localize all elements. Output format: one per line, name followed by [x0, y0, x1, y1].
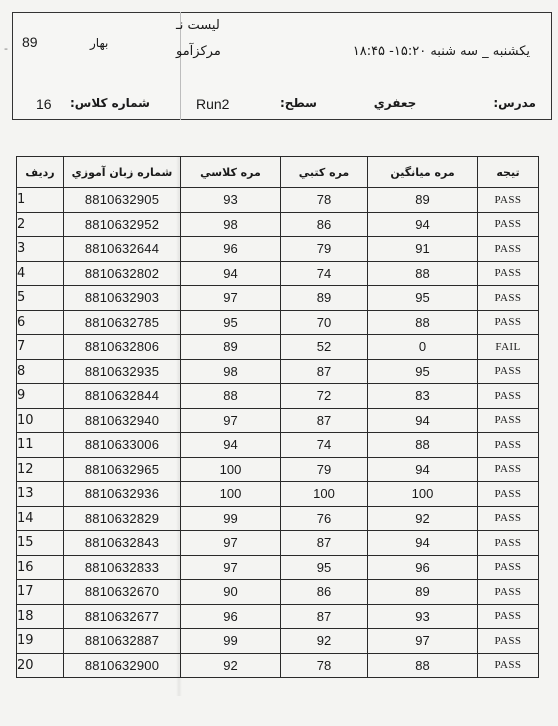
result-cell: PASS	[478, 506, 539, 531]
student-id-cell: 8810632644	[64, 237, 181, 262]
row-number-cell: 20	[17, 653, 64, 678]
student-id-cell: 8810632670	[64, 580, 181, 605]
average-score-cell: 0	[368, 335, 478, 360]
row-number-cell: 4	[17, 261, 64, 286]
average-score-cell: 88	[368, 433, 478, 458]
header-center: مرکزآمو	[176, 44, 221, 59]
row-number-cell: 12	[17, 457, 64, 482]
row-number-cell: 15	[17, 531, 64, 556]
class-score-cell: 90	[181, 580, 281, 605]
class-score-cell: 100	[181, 482, 281, 507]
row-number-cell: 5	[17, 286, 64, 311]
margin-dash: -	[4, 42, 8, 55]
average-score-cell: 100	[368, 482, 478, 507]
result-cell: PASS	[478, 629, 539, 654]
written-score-cell: 86	[281, 580, 368, 605]
student-id-cell: 8810632935	[64, 359, 181, 384]
class-score-cell: 97	[181, 408, 281, 433]
written-score-cell: 72	[281, 384, 368, 409]
written-score-cell: 89	[281, 286, 368, 311]
student-id-cell: 8810632952	[64, 212, 181, 237]
class-score-cell: 97	[181, 286, 281, 311]
table-row	[17, 286, 539, 311]
table-row	[17, 457, 539, 482]
result-cell: PASS	[478, 212, 539, 237]
student-id-cell: 8810632940	[64, 408, 181, 433]
written-score-cell: 87	[281, 408, 368, 433]
student-id-cell: 8810632887	[64, 629, 181, 654]
table-row	[17, 433, 539, 458]
average-score-cell: 94	[368, 408, 478, 433]
row-number-cell: 19	[17, 629, 64, 654]
teacher-label: مدرس:	[493, 96, 536, 110]
row-number-cell: 9	[17, 384, 64, 409]
class-score-cell: 98	[181, 359, 281, 384]
class-score-cell: 98	[181, 212, 281, 237]
average-score-cell: 93	[368, 604, 478, 629]
class-score-cell: 99	[181, 506, 281, 531]
class-score-cell: 97	[181, 531, 281, 556]
teacher-name: جعفري	[373, 96, 417, 110]
result-cell: PASS	[478, 604, 539, 629]
average-score-cell: 97	[368, 629, 478, 654]
average-score-cell: 92	[368, 506, 478, 531]
result-cell: PASS	[478, 433, 539, 458]
row-number-cell: 17	[17, 580, 64, 605]
row-number-cell: 13	[17, 482, 64, 507]
student-id-cell: 8810632677	[64, 604, 181, 629]
header-count: 89	[22, 34, 38, 50]
result-cell: PASS	[478, 482, 539, 507]
student-id-cell: 8810632802	[64, 261, 181, 286]
row-number-cell: 18	[17, 604, 64, 629]
class-score-cell: 96	[181, 604, 281, 629]
page-fold-shadow	[176, 156, 182, 696]
average-score-cell: 88	[368, 261, 478, 286]
written-score-cell: 95	[281, 555, 368, 580]
table-row	[17, 188, 539, 213]
result-cell: FAIL	[478, 335, 539, 360]
written-score-cell: 87	[281, 359, 368, 384]
class-score-cell: 88	[181, 384, 281, 409]
written-score-cell: 70	[281, 310, 368, 335]
class-score-cell: 97	[181, 555, 281, 580]
student-id-cell: 8810632965	[64, 457, 181, 482]
row-number-cell: 7	[17, 335, 64, 360]
row-number-cell: 8	[17, 359, 64, 384]
result-cell: PASS	[478, 384, 539, 409]
average-score-cell: 89	[368, 188, 478, 213]
student-id-cell: 8810632843	[64, 531, 181, 556]
row-number-cell: 3	[17, 237, 64, 262]
table-row	[17, 653, 539, 678]
row-number-cell: 14	[17, 506, 64, 531]
average-score-cell: 95	[368, 286, 478, 311]
class-score-cell: 99	[181, 629, 281, 654]
table-row	[17, 629, 539, 654]
class-count-label: شماره کلاس:	[70, 96, 150, 110]
result-cell: PASS	[478, 408, 539, 433]
result-cell: PASS	[478, 653, 539, 678]
table-row	[17, 212, 539, 237]
row-number-cell: 16	[17, 555, 64, 580]
result-cell: PASS	[478, 261, 539, 286]
average-score-cell: 94	[368, 531, 478, 556]
row-number-cell: 10	[17, 408, 64, 433]
table-row	[17, 384, 539, 409]
header-written-score: مره كتبي	[281, 157, 368, 188]
student-id-cell: 8810632936	[64, 482, 181, 507]
header-term: بهار	[90, 36, 109, 50]
table-row	[17, 359, 539, 384]
level-label: سطح:	[280, 96, 317, 110]
written-score-cell: 74	[281, 433, 368, 458]
student-id-cell: 8810632806	[64, 335, 181, 360]
row-number-cell: 6	[17, 310, 64, 335]
header-student-id: شماره زبان آموزي	[64, 157, 181, 188]
written-score-cell: 87	[281, 604, 368, 629]
student-id-cell: 8810632844	[64, 384, 181, 409]
average-score-cell: 83	[368, 384, 478, 409]
written-score-cell: 86	[281, 212, 368, 237]
student-id-cell: 8810632903	[64, 286, 181, 311]
written-score-cell: 79	[281, 457, 368, 482]
student-id-cell: 8810633006	[64, 433, 181, 458]
written-score-cell: 52	[281, 335, 368, 360]
header-class-score: مره كلاسي	[181, 157, 281, 188]
average-score-cell: 89	[368, 580, 478, 605]
result-cell: PASS	[478, 310, 539, 335]
class-score-cell: 96	[181, 237, 281, 262]
class-count-value: 16	[36, 96, 52, 112]
student-id-cell: 8810632900	[64, 653, 181, 678]
written-score-cell: 92	[281, 629, 368, 654]
written-score-cell: 100	[281, 482, 368, 507]
level-value: Run2	[196, 96, 230, 112]
written-score-cell: 78	[281, 188, 368, 213]
written-score-cell: 87	[281, 531, 368, 556]
table-row	[17, 310, 539, 335]
header-average-score: مره ميانگين	[368, 157, 478, 188]
grades-table	[16, 156, 539, 678]
result-cell: PASS	[478, 531, 539, 556]
result-cell: PASS	[478, 286, 539, 311]
result-cell: PASS	[478, 555, 539, 580]
class-score-cell: 100	[181, 457, 281, 482]
average-score-cell: 91	[368, 237, 478, 262]
table-row	[17, 555, 539, 580]
average-score-cell: 88	[368, 653, 478, 678]
table-row	[17, 506, 539, 531]
class-score-cell: 94	[181, 261, 281, 286]
written-score-cell: 76	[281, 506, 368, 531]
student-id-cell: 8810632833	[64, 555, 181, 580]
result-cell: PASS	[478, 580, 539, 605]
average-score-cell: 94	[368, 212, 478, 237]
header-list-title: لیست نـ	[176, 18, 220, 33]
average-score-cell: 96	[368, 555, 478, 580]
result-cell: PASS	[478, 237, 539, 262]
table-row	[17, 604, 539, 629]
class-score-cell: 92	[181, 653, 281, 678]
result-cell: PASS	[478, 359, 539, 384]
student-id-cell: 8810632905	[64, 188, 181, 213]
header-row-number: رديف	[17, 157, 64, 188]
row-number-cell: 11	[17, 433, 64, 458]
written-score-cell: 78	[281, 653, 368, 678]
written-score-cell: 74	[281, 261, 368, 286]
table-row	[17, 261, 539, 286]
table-row	[17, 237, 539, 262]
result-cell: PASS	[478, 188, 539, 213]
student-id-cell: 8810632829	[64, 506, 181, 531]
table-row	[17, 408, 539, 433]
table-row	[17, 335, 539, 360]
row-number-cell: 1	[17, 188, 64, 213]
written-score-cell: 79	[281, 237, 368, 262]
class-score-cell: 94	[181, 433, 281, 458]
table-row	[17, 482, 539, 507]
class-score-cell: 89	[181, 335, 281, 360]
header-schedule: یکشنبه _ سه شنبه ۱۵:۲۰- ۱۸:۴۵	[352, 44, 530, 59]
result-cell: PASS	[478, 457, 539, 482]
table-header-row	[17, 157, 539, 188]
average-score-cell: 88	[368, 310, 478, 335]
class-score-cell: 93	[181, 188, 281, 213]
student-id-cell: 8810632785	[64, 310, 181, 335]
table-row	[17, 531, 539, 556]
table-row	[17, 580, 539, 605]
row-number-cell: 2	[17, 212, 64, 237]
header-result: تيجه	[478, 157, 539, 188]
class-score-cell: 95	[181, 310, 281, 335]
average-score-cell: 95	[368, 359, 478, 384]
average-score-cell: 94	[368, 457, 478, 482]
